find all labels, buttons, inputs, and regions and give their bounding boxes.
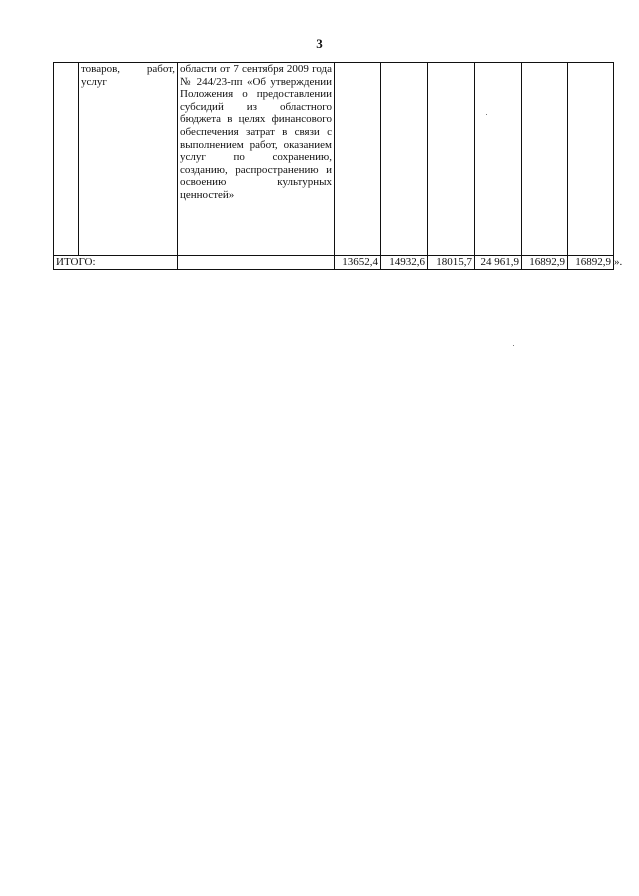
cell-year-3: [428, 63, 475, 256]
page-number: 3: [316, 36, 323, 51]
cell-object-name: [79, 63, 178, 256]
total-value-3: 18015,7: [428, 256, 475, 270]
cell-year-1: [335, 63, 381, 256]
scan-speck: [486, 114, 487, 115]
total-value-6: 16892,9: [568, 256, 614, 270]
legal-basis-text: области от 7 сентября 2009 года № 244/23-пп «Об утверждении Положения о предоставлении субсидий из областного бюджета в целях финансового обеспечения затрат в связи с выполнением работ, оказанием услуг по сохранению, созданию, распространению и освоению культурных ценностей»: [180, 63, 332, 201]
cell-year-5: [522, 63, 568, 256]
budget-table: [53, 62, 614, 270]
scan-speck: [513, 345, 514, 346]
table-row-continuation: [54, 63, 614, 256]
total-value-1: 13652,4: [335, 256, 381, 270]
cell-year-4: [475, 63, 522, 256]
cell-legal-basis: [178, 63, 335, 256]
cell-year-2: [381, 63, 428, 256]
total-empty-cell: [178, 256, 335, 270]
closing-quote-mark: ».: [614, 256, 623, 268]
object-name-text: товаров, работ, услуг: [81, 63, 175, 88]
total-value-4: 24 961,9: [475, 256, 522, 270]
table-row-total: [54, 256, 614, 270]
total-value-2: 14932,6: [381, 256, 428, 270]
total-label: ИТОГО:: [54, 256, 178, 270]
cell-year-6: [568, 63, 614, 256]
cell-index-empty: [54, 63, 79, 256]
total-value-5: 16892,9: [522, 256, 568, 270]
